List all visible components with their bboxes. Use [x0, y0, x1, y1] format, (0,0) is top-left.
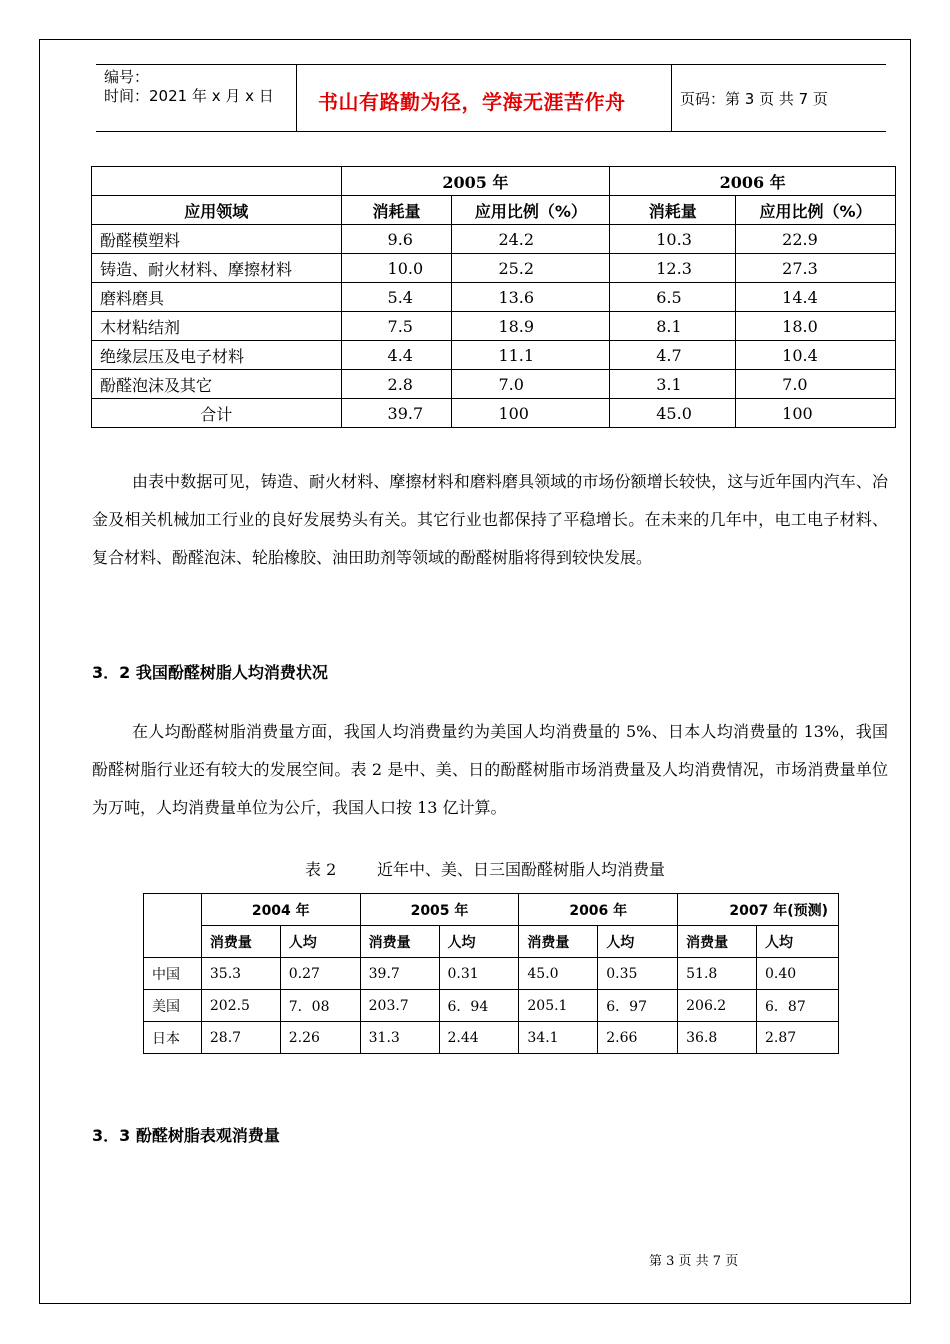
column-header: 消耗量	[341, 196, 452, 225]
body-paragraph: 由表中数据可见，铸造、耐火材料、摩擦材料和磨料磨具领域的市场份额增长较快，这与近年国内汽车、冶金及相关机械加工行业的良好发展势头有关。其它行业也都保持了平稳增长。在未来的几年中，电工电子材料、复合材料、酚醛泡沫、轮胎橡胶、油田助剂等领域的酚醛树脂将得到较快发展。	[92, 472, 888, 567]
year-header: 2005 年	[341, 167, 610, 196]
table-cell: 14.4	[736, 283, 896, 312]
header-top-rule	[96, 64, 886, 65]
table-cell: 2.26	[280, 1022, 360, 1054]
table-cell: 39.7	[360, 958, 439, 990]
table-cell: 206.2	[678, 990, 757, 1022]
table-row	[92, 283, 896, 312]
table-cell: 0.40	[757, 958, 839, 990]
year-header: 2007 年(预测)	[678, 894, 839, 926]
table-cell: 51.8	[678, 958, 757, 990]
body-paragraph: 在人均酚醛树脂消费量方面，我国人均消费量约为美国人均消费量的 5%、日本人均消费量的 13%，我国酚醛树脂行业还有较大的发展空间。表 2 是中、美、日的酚醛树脂市场消费量及人均消费情况，市场消费量单位为万吨，人均消费量单位为公斤，我国人口按 13 亿计算。	[92, 722, 888, 817]
table-cell: 24.2	[452, 225, 610, 254]
table-cell: 6．94	[439, 990, 519, 1022]
section-heading: 3．3 酚醛树脂表观消费量	[92, 1126, 280, 1145]
table-cell: 0.27	[280, 958, 360, 990]
column-header: 消费量	[360, 926, 439, 958]
table-total-row	[92, 399, 896, 428]
table-cell: 28.7	[201, 1022, 280, 1054]
table-cell: 5.4	[341, 283, 452, 312]
table-header-row	[92, 167, 896, 196]
year-header: 2004 年	[201, 894, 360, 926]
table-cell: 0.35	[598, 958, 678, 990]
row-label: 合计	[92, 399, 342, 428]
year-header: 2006 年	[519, 894, 678, 926]
table-row	[92, 254, 896, 283]
column-header: 消费量	[519, 926, 598, 958]
table-header-row	[144, 926, 839, 958]
table-cell: 13.6	[452, 283, 610, 312]
table-row	[92, 341, 896, 370]
table-caption: 表 2 近年中、美、日三国酚醛树脂人均消费量	[305, 860, 665, 879]
table-cell: 12.3	[610, 254, 736, 283]
table-cell: 25.2	[452, 254, 610, 283]
table-cell: 10.4	[736, 341, 896, 370]
table-cell: 4.7	[610, 341, 736, 370]
table-cell: 4.4	[341, 341, 452, 370]
table-cell: 6.5	[610, 283, 736, 312]
table-cell: 11.1	[452, 341, 610, 370]
column-header: 应用比例（%）	[452, 196, 610, 225]
table-cell: 203.7	[360, 990, 439, 1022]
year-header: 2005 年	[360, 894, 519, 926]
table-cell: 31.3	[360, 1022, 439, 1054]
row-label: 中国	[144, 958, 202, 990]
column-header: 人均	[757, 926, 839, 958]
table-cell: 202.5	[201, 990, 280, 1022]
table-cell: 18.9	[452, 312, 610, 341]
page-footer: 第 3 页 共 7 页	[649, 1254, 739, 1269]
table-cell: 8.1	[610, 312, 736, 341]
per-capita-table	[143, 893, 839, 1054]
table-cell: 205.1	[519, 990, 598, 1022]
year-header: 2006 年	[610, 167, 896, 196]
column-header: 应用领域	[92, 196, 342, 225]
table-cell: 9.6	[341, 225, 452, 254]
table-row	[144, 958, 839, 990]
table-header-cell	[92, 167, 342, 196]
table-cell: 34.1	[519, 1022, 598, 1054]
table-cell: 2.8	[341, 370, 452, 399]
section-heading: 3．2 我国酚醛树脂人均消费状况	[92, 663, 328, 682]
table-cell: 0.31	[439, 958, 519, 990]
table-cell: 7．08	[280, 990, 360, 1022]
table-cell: 2.44	[439, 1022, 519, 1054]
table-header-row	[144, 894, 839, 926]
doc-number-label: 编号：	[104, 68, 150, 86]
row-label: 美国	[144, 990, 202, 1022]
table-cell: 3.1	[610, 370, 736, 399]
table-row	[144, 1022, 839, 1054]
column-header: 消费量	[678, 926, 757, 958]
table-cell: 100	[736, 399, 896, 428]
table-cell: 35.3	[201, 958, 280, 990]
column-header: 人均	[280, 926, 360, 958]
table-row	[92, 370, 896, 399]
column-header: 应用比例（%）	[736, 196, 896, 225]
row-label: 木材粘结剂	[92, 312, 342, 341]
application-table	[91, 166, 896, 428]
row-label: 磨料磨具	[92, 283, 342, 312]
header-bottom-rule	[96, 131, 886, 132]
table-cell: 27.3	[736, 254, 896, 283]
table-cell: 7.5	[341, 312, 452, 341]
header-motto: 书山有路勤为径，学海无涯苦作舟	[318, 90, 626, 114]
table-cell: 6．87	[757, 990, 839, 1022]
table-cell: 36.8	[678, 1022, 757, 1054]
row-label: 绝缘层压及电子材料	[92, 341, 342, 370]
row-label: 铸造、耐火材料、摩擦材料	[92, 254, 342, 283]
table-row	[92, 225, 896, 254]
header-divider	[296, 64, 297, 132]
table-cell: 18.0	[736, 312, 896, 341]
table-row	[144, 990, 839, 1022]
table-cell: 45.0	[519, 958, 598, 990]
table-cell: 2.87	[757, 1022, 839, 1054]
table-header-row	[92, 196, 896, 225]
table-cell: 10.3	[610, 225, 736, 254]
row-label: 酚醛模塑料	[92, 225, 342, 254]
row-label: 日本	[144, 1022, 202, 1054]
table-cell: 22.9	[736, 225, 896, 254]
table-cell: 45.0	[610, 399, 736, 428]
table-header-cell	[144, 894, 202, 958]
table-row	[92, 312, 896, 341]
page-indicator: 页码：第 3 页 共 7 页	[680, 90, 828, 108]
table-cell: 10.0	[341, 254, 452, 283]
column-header: 消耗量	[610, 196, 736, 225]
table-cell: 6．97	[598, 990, 678, 1022]
doc-time-label: 时间：2021 年 x 月 x 日	[104, 87, 274, 105]
column-header: 人均	[598, 926, 678, 958]
column-header: 消费量	[201, 926, 280, 958]
table-cell: 7.0	[452, 370, 610, 399]
row-label: 酚醛泡沫及其它	[92, 370, 342, 399]
table-cell: 100	[452, 399, 610, 428]
header-divider	[671, 64, 672, 132]
table-cell: 2.66	[598, 1022, 678, 1054]
column-header: 人均	[439, 926, 519, 958]
table-cell: 39.7	[341, 399, 452, 428]
table-cell: 7.0	[736, 370, 896, 399]
